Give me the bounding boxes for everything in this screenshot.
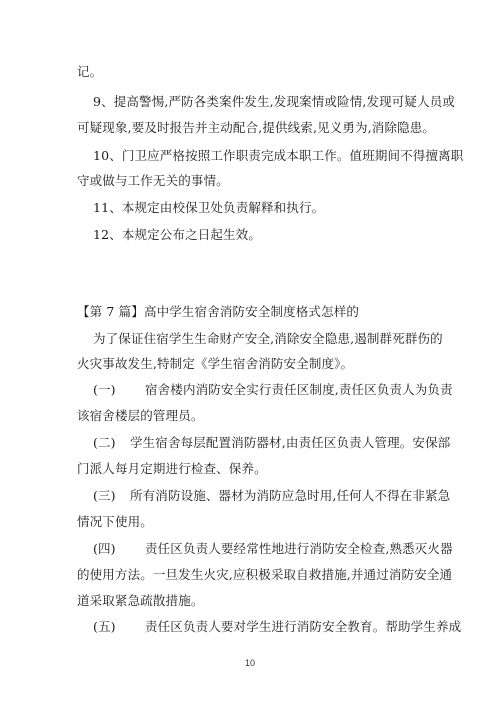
paragraph-line: 9、提高警惕,严防各类案件发生,发现案情或险情,发现可疑人员或 (93, 94, 456, 109)
paragraph-line: 记。 (77, 64, 103, 79)
list-item-text: 所有消防设施、器材为消防应急时用,任何人不得在非紧急 (130, 488, 451, 503)
paragraph-line: 12、本规定公布之日起生效。 (93, 227, 262, 242)
paragraph-line: 11、本规定由校保卫处负责解释和执行。 (93, 200, 325, 215)
paragraph-line: 情况下使用。 (77, 514, 153, 529)
list-item-text: 学生宿舍每层配置消防器材,由责任区负责人管理。安保部 (130, 435, 451, 450)
paragraph-line: 守或做与工作无关的事情。 (77, 173, 229, 188)
list-item-number: (一) (93, 382, 116, 397)
paragraph-line: 为了保证住宿学生生命财产安全,消除安全隐患,遏制群死群伤的 (93, 331, 443, 346)
list-item-number: (三) (93, 488, 116, 503)
paragraph-line: 道采取紧急疏散措施。 (77, 593, 204, 608)
list-item-text: 宿舍楼内消防安全实行责任区制度,责任区负责人为负责 (145, 382, 453, 397)
paragraph-line: 的使用方法。一旦发生火灾,应积极采取自救措施,并通过消防安全通 (77, 567, 453, 582)
section-heading: 【第 7 篇】高中学生宿舍消防安全制度格式怎样的 (77, 304, 360, 319)
list-item-number: (四) (93, 541, 116, 556)
page-number: 10 (244, 658, 255, 668)
paragraph-line: 10、门卫应严格按照工作职责完成本职工作。值班期间不得擅离职 (93, 148, 464, 163)
list-item-number: (二) (93, 435, 116, 450)
paragraph-line: 可疑现象,要及时报告并主动配合,提供线索,见义勇为,消除隐患。 (77, 120, 436, 135)
paragraph-line: 该宿舍楼层的管理员。 (77, 408, 204, 423)
list-item-number: (五) (93, 619, 116, 634)
paragraph-line: 火灾事故发生,特制定《学生宿舍消防安全制度》。 (77, 356, 354, 371)
list-item-text: 责任区负责人要经常性地进行消防安全检查,熟悉灭火器 (145, 541, 453, 556)
paragraph-line: 门派人每月定期进行检查、保养。 (77, 461, 267, 476)
list-item-text: 责任区负责人要对学生进行消防安全教育。帮助学生养成 (145, 619, 462, 634)
